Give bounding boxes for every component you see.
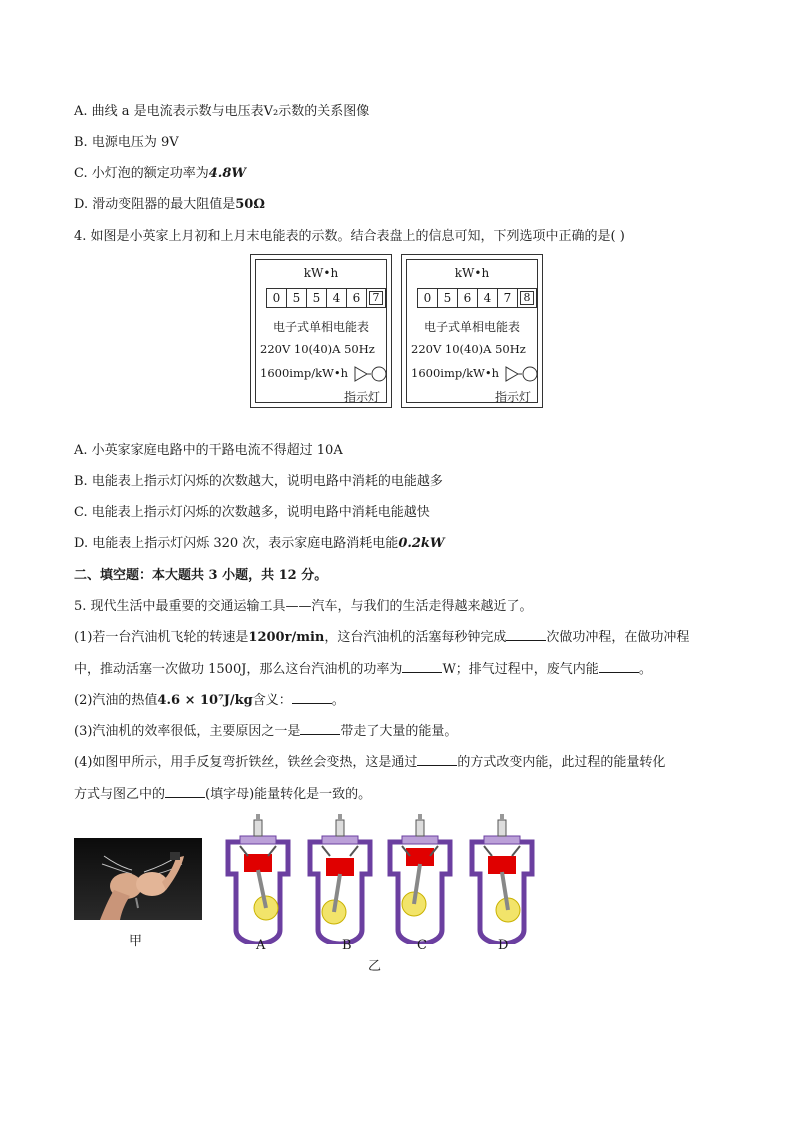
engine-label-d: D: [498, 938, 509, 953]
engine-stroke-a: [228, 814, 288, 944]
q5-part2-text: 。: [331, 693, 345, 708]
meter-end-digit: 7: [497, 288, 517, 308]
meter-start-digit: 5: [286, 288, 306, 308]
q4-option-a: A. 小英家家庭电路中的干路电流不得超过 10A: [74, 443, 343, 458]
meter-start-digit: 5: [306, 288, 326, 308]
meter-end-digit: 0: [417, 288, 437, 308]
meter-start-decimal-digit: 7: [366, 288, 386, 308]
meter-end-digit: 4: [477, 288, 497, 308]
meter-start-digit: 0: [266, 288, 286, 308]
q4-option-d-value: 0.2kW: [398, 536, 445, 551]
meter-start-unit: kW•h: [303, 266, 339, 280]
meter-end-digits: [417, 288, 537, 308]
meter-start-digits: [266, 288, 386, 308]
section-title: 二、填空题：本大题共 3 小题，共 12 分。: [74, 568, 328, 583]
q5-part4-text: 方式与图乙中的: [74, 787, 166, 802]
indicator-lamp-icon: [354, 366, 388, 382]
indicator-lamp-icon: [505, 366, 539, 382]
q5-part4-line2: [74, 785, 371, 805]
meter-end-imp: 1600imp/kW•h: [411, 366, 500, 380]
answer-blank[interactable]: [417, 754, 457, 766]
answer-blank[interactable]: [599, 661, 639, 673]
engine-label-b: B: [342, 938, 352, 953]
engine-label-a: A: [256, 938, 266, 953]
meter-end-digit: 5: [437, 288, 457, 308]
answer-blank[interactable]: [506, 629, 546, 641]
meter-start-lamp-label: 指示灯: [343, 390, 380, 404]
engine-stroke-b: [310, 814, 370, 944]
q3-option-c-text: C. 小灯泡的额定功率为: [74, 166, 209, 181]
q5-part2-value: 4.6 × 10⁷J/kg: [157, 693, 253, 708]
q3-option-b: B. 电源电压为 9V: [74, 135, 179, 150]
q5-part3: [74, 722, 457, 742]
meter-end-unit: kW•h: [454, 266, 490, 280]
q5-part3-text: (3)汽油机的效率很低，主要原因之一是: [74, 724, 301, 739]
meter-start-digit: 4: [326, 288, 346, 308]
q5-part2: [74, 691, 345, 711]
q3-option-a: A. 曲线 a 是电流表示数与电压表V₂示数的关系图像: [74, 104, 370, 119]
q5-part2-text: 含义：: [252, 693, 292, 708]
meter-end-lamp-label: 指示灯: [494, 390, 531, 404]
q5-part1-speed: 1200r/min: [248, 630, 325, 645]
q5-part4-text: 的方式改变内能，此过程的能量转化: [457, 755, 666, 770]
meter-start-imp: 1600imp/kW•h: [260, 366, 349, 380]
meter-start: [250, 254, 392, 408]
q3-option-d-text: D. 滑动变阻器的最大阻值是: [74, 197, 236, 212]
engine-stroke-c: [390, 814, 450, 944]
q5-stem: 5. 现代生活中最重要的交通运输工具——汽车，与我们的生活走得越来越近了。: [74, 599, 533, 614]
q5-part3-text: 带走了大量的能量。: [340, 724, 458, 739]
q4-option-d: [74, 534, 445, 554]
q5-part4-text: (填字母)能量转化是一致的。: [205, 787, 372, 802]
hands-bending-wire-photo: [74, 838, 202, 920]
answer-blank[interactable]: [300, 723, 340, 735]
q5-part1-text: (1)若一台汽油机飞轮的转速是: [74, 630, 249, 645]
q5-part1-text: 。: [638, 662, 652, 677]
q5-part4-text: (4)如图甲所示，用手反复弯折铁丝，铁丝会变热，这是通过: [74, 755, 418, 770]
q4-option-c: C. 电能表上指示灯闪烁的次数越多，说明电路中消耗电能越快: [74, 505, 430, 520]
q3-option-d: [74, 195, 265, 215]
q3-option-c: [74, 164, 246, 184]
q5-part1-line2: [74, 660, 652, 680]
engine-strokes-diagram: [218, 812, 538, 944]
answer-blank[interactable]: [165, 786, 205, 798]
q5-part1-text: ，这台汽油机的活塞每秒钟完成: [324, 630, 507, 645]
meter-start-spec: 220V 10(40)A 50Hz: [260, 342, 375, 356]
meter-end-spec: 220V 10(40)A 50Hz: [411, 342, 526, 356]
meter-end-name: 电子式单相电能表: [423, 320, 520, 334]
q5-part1-text: 次做功冲程，在做功冲程: [546, 630, 690, 645]
q3-option-c-value: 4.8W: [208, 166, 246, 181]
answer-blank[interactable]: [292, 692, 332, 704]
meter-end: [401, 254, 543, 408]
meter-end-digit: 6: [457, 288, 477, 308]
q3-option-d-value: 50Ω: [235, 197, 265, 212]
meter-start-name: 电子式单相电能表: [272, 320, 369, 334]
engine-stroke-d: [472, 814, 532, 944]
answer-blank[interactable]: [402, 661, 442, 673]
meter-start-digit: 6: [346, 288, 366, 308]
q4-option-b: B. 电能表上指示灯闪烁的次数越大，说明电路中消耗的电能越多: [74, 474, 443, 489]
q4-stem: 4. 如图是小英家上月初和上月末电能表的示数。结合表盘上的信息可知，下列选项中正确的是( ): [74, 229, 625, 244]
q5-part1-line1: [74, 628, 689, 648]
figure-yi-caption: 乙: [368, 959, 382, 974]
meter-end-decimal-digit: 8: [517, 288, 537, 308]
q5-part1-text: 中，推动活塞一次做功 1500J，那么这台汽油机的功率为: [74, 662, 403, 677]
q5-part2-text: (2)汽油的热值: [74, 693, 158, 708]
figure-jia-caption: 甲: [129, 934, 143, 949]
q5-part1-text: W；排气过程中，废气内能: [442, 662, 599, 677]
q4-option-d-text: D. 电能表上指示灯闪烁 320 次，表示家庭电路消耗电能: [74, 536, 399, 551]
q5-part4-line1: [74, 753, 665, 773]
engine-label-c: C: [417, 938, 427, 953]
